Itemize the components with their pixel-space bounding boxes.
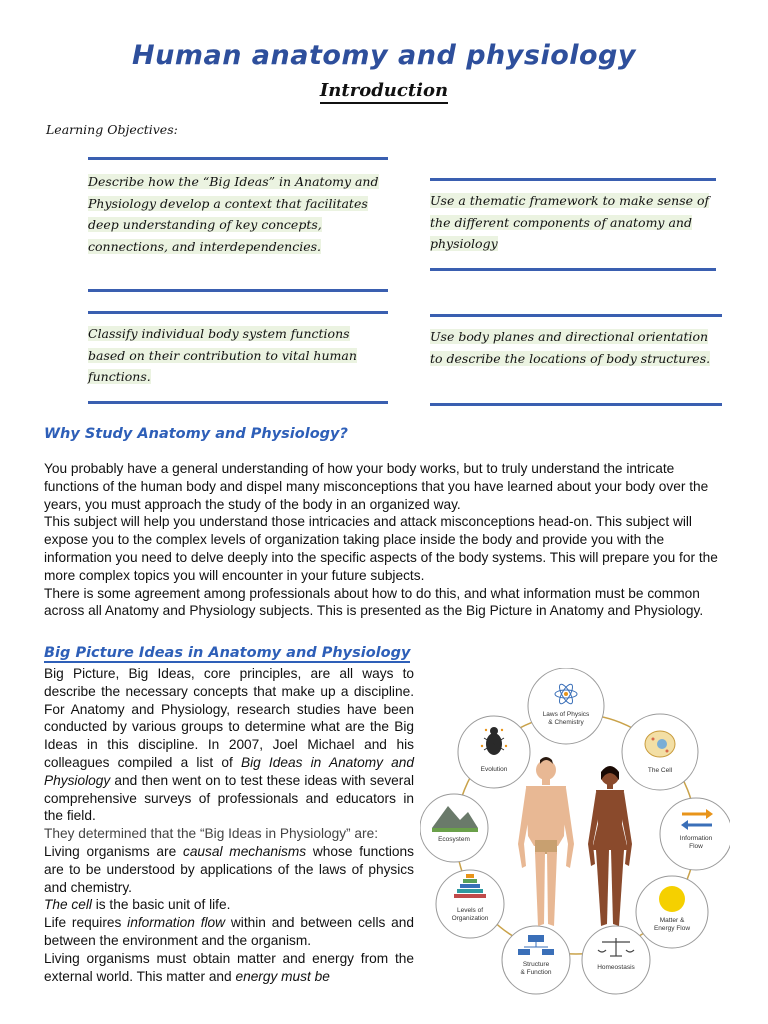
label-info-1: Information bbox=[679, 835, 713, 842]
label-homeostasis-text: Homeostasis bbox=[597, 964, 635, 971]
text-run: Big Picture, Big Ideas, core principles, are all ways to describe the necessary concepts that make up a discipline. For Anatomy and Physiology, research studies have been conducted by various groups to determine what are the Big Ideas in this discipline. In 2007, Joel Michael and his colleagues compiled a list of bbox=[44, 666, 414, 770]
text-emphasis: causal mechanisms bbox=[182, 843, 307, 859]
female-figure bbox=[588, 766, 632, 926]
subtitle-text: Introduction bbox=[320, 80, 448, 104]
text-run: Life requires bbox=[44, 915, 128, 931]
male-figure bbox=[518, 757, 574, 926]
sun-icon bbox=[659, 886, 685, 912]
objective-text-2 bbox=[430, 190, 710, 255]
objective-box-2 bbox=[430, 178, 716, 271]
objective-text-4-content: Use body planes and directional orientation to describe the locations of body structures. bbox=[430, 329, 711, 366]
paragraph: You probably have a general understanding of how your body works, but to truly understand the intricate functions of the human body and dispel many misconceptions that you have learned about your body over the years, you must approach the study of the body in an organized way. bbox=[44, 461, 709, 512]
label-laws-2: & Chemistry bbox=[548, 719, 584, 726]
paragraph bbox=[44, 896, 414, 914]
label-ecosystem bbox=[438, 836, 470, 843]
text-run: whose functions are to be understood by applications of the laws of physics and chemistry. bbox=[44, 843, 414, 895]
node-homeostasis bbox=[582, 926, 650, 994]
paragraph bbox=[44, 914, 414, 950]
label-levels-2: Organization bbox=[451, 915, 489, 922]
section-heading-why-study: Why Study Anatomy and Physiology? bbox=[44, 426, 348, 442]
label-matter-1: Matter & bbox=[659, 917, 685, 924]
text-emphasis: information flow bbox=[127, 915, 226, 931]
label-cell bbox=[648, 767, 673, 774]
text-emphasis: The cell bbox=[44, 897, 92, 913]
objective-box-1 bbox=[88, 157, 388, 292]
text-run: Living organisms must obtain matter and energy from the external world. This matter and bbox=[44, 950, 414, 984]
node-the-cell bbox=[622, 714, 698, 790]
paragraph bbox=[44, 950, 414, 986]
text-run: within and between cells and between the environment and the organism. bbox=[44, 915, 414, 948]
objective-box-3 bbox=[88, 311, 388, 404]
objective-text-3 bbox=[88, 323, 382, 388]
section-heading-big-picture bbox=[44, 645, 410, 661]
objective-text-1-content: Describe how the “Big Ideas” in Anatomy and Physiology develop a context that facilitates deep understanding of key concepts, connections, and interdependencies. bbox=[88, 174, 379, 254]
node-laws-of-physics bbox=[528, 668, 604, 744]
label-ecosystem-text: Ecosystem bbox=[438, 836, 470, 843]
document-subtitle bbox=[0, 80, 768, 101]
paragraph: There is some agreement among professionals about how to do this, and what information must be common across all Anatomy and Physiology subjects. This is presented as the Big Picture in Anatomy and Physiology. bbox=[44, 585, 704, 619]
section-big-picture-body bbox=[44, 665, 414, 985]
objective-bottom-rule bbox=[430, 403, 722, 406]
big-ideas-diagram bbox=[420, 668, 730, 998]
objective-text-2-content: Use a thematic framework to make sense of the different components of anatomy and physiology bbox=[430, 193, 710, 251]
objective-box-4 bbox=[430, 314, 722, 406]
node-levels-of-organization bbox=[436, 870, 504, 938]
paragraph: They determined that the “Big Ideas in Physiology” are: bbox=[44, 826, 379, 842]
label-laws-1: Laws of Physics bbox=[542, 711, 590, 718]
objective-text-4 bbox=[430, 326, 716, 369]
objective-bottom-rule bbox=[430, 268, 716, 271]
label-evolution bbox=[481, 766, 508, 773]
label-structure-2: & Function bbox=[520, 969, 552, 976]
label-homeostasis bbox=[597, 964, 635, 971]
objective-top-rule bbox=[88, 157, 388, 160]
node-structure-function bbox=[502, 926, 570, 994]
text-emphasis: energy must be bbox=[235, 968, 330, 984]
label-evolution-text: Evolution bbox=[480, 766, 508, 773]
label-levels-1: Levels of bbox=[456, 907, 484, 914]
svg-text:Laws of Physics& Chemistry bbox=[543, 711, 590, 726]
node-evolution bbox=[458, 716, 530, 788]
objective-text-3-content: Classify individual body system functions based on their contribution to vital human functions. bbox=[88, 326, 357, 384]
objective-top-rule bbox=[88, 311, 388, 314]
cell-icon bbox=[645, 731, 675, 757]
text-run: and then went on to test these ideas with several comprehensive surveys of professionals and educators in the field. bbox=[44, 772, 414, 824]
label-info-2: Flow bbox=[689, 843, 703, 850]
objective-top-rule bbox=[430, 314, 722, 317]
objective-text-1 bbox=[88, 171, 382, 257]
label-structure-1: Structure bbox=[522, 961, 550, 968]
paragraph: This subject will help you understand those intricacies and attack misconceptions head-on. This subject will expose you to the complex levels of organization taking place inside the body and provide you with the information you need to delve deeply into the specific aspects of the body systems. This will prepare you for the more complex topics you will encounter in your future subjects. bbox=[44, 514, 718, 583]
section-why-study-body bbox=[44, 460, 730, 620]
paragraph bbox=[44, 665, 414, 825]
objective-top-rule bbox=[430, 178, 716, 181]
text-run: is the basic unit of life. bbox=[91, 897, 231, 913]
section-heading-big-picture-text: Big Picture Ideas in Anatomy and Physiology bbox=[44, 645, 411, 661]
node-ecosystem bbox=[420, 794, 488, 862]
objective-bottom-rule bbox=[88, 289, 388, 292]
document-title: Human anatomy and physiology bbox=[132, 40, 636, 71]
paragraph bbox=[44, 843, 414, 896]
label-matter-2: Energy Flow bbox=[653, 925, 691, 932]
svg-text:Structure& Function bbox=[520, 961, 551, 976]
learning-objectives-label: Learning Objectives: bbox=[46, 122, 178, 137]
text-emphasis: Big Ideas in Anatomy and Physiology bbox=[44, 754, 414, 788]
node-information-flow bbox=[660, 798, 730, 870]
objective-bottom-rule bbox=[88, 401, 388, 404]
label-cell-text: The Cell bbox=[647, 767, 673, 774]
node-matter-energy-flow bbox=[636, 876, 708, 948]
text-run: Living organisms are bbox=[44, 843, 183, 859]
